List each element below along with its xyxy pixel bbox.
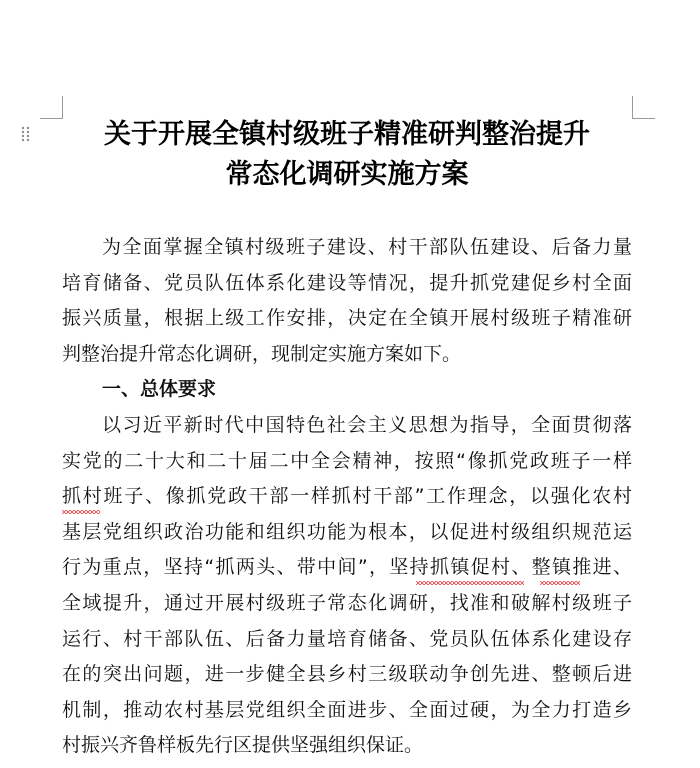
margin-corner-top-left: [40, 96, 63, 119]
paragraph-1-line-4: 判整治提升常态化调研，现制定实施方案如下。: [62, 343, 462, 365]
paragraph-1-line-3: 振兴质量，根据上级工作安排，决定在全镇开展村级班子精准研: [62, 307, 632, 329]
paragraph-2-line-10: 村振兴齐鲁样板先行区提供坚强组织保证。: [62, 734, 424, 756]
paragraph-drag-handle-icon[interactable]: [21, 126, 31, 142]
paragraph-1-line-1: 为全面掌握全镇村级班子建设、村干部队伍建设、后备力量: [102, 236, 632, 258]
paragraph-2-line-8: 在的突出问题，进一步健全县乡村三级联动争创先进、整顿后进: [62, 663, 632, 685]
paragraph-2-line-1: 以习近平新时代中国特色社会主义思想为指导，全面贯彻落: [102, 414, 632, 436]
spellcheck-underline: [62, 510, 100, 514]
section-heading: 一、总体要求: [102, 378, 217, 400]
spellcheck-underline: [416, 581, 524, 585]
paragraph-2-line-7: 运行、村干部队伍、后备力量培育储备、党员队伍体系化建设存: [62, 628, 632, 650]
document-title-line-1: 关于开展全镇村级班子精准研判整治提升: [104, 119, 590, 150]
paragraph-2-line-9: 机制，推动农村基层党组织全面进步、全面过硬，为全力打造乡: [62, 699, 632, 721]
paragraph-2-line-6: 全域提升，通过开展村级班子常态化调研，找准和破解村级班子: [62, 592, 632, 614]
paragraph-1-line-2: 培育储备、党员队伍体系化建设等情况，提升抓党建促乡村全面: [62, 272, 632, 294]
paragraph-2-line-5: 行为重点，坚持“抓两头、带中间”，坚持抓镇促村、整镇推进、: [62, 556, 632, 578]
document-title-line-2: 常态化调研实施方案: [225, 159, 469, 190]
paragraph-2-line-2: 实党的二十大和二十届二中全会精神，按照“像抓党政班子一样: [62, 450, 632, 472]
spellcheck-underline: [540, 581, 580, 585]
paragraph-2-line-4: 基层党组织政治功能和组织功能为根本，以促进村级组织规范运: [62, 521, 632, 543]
paragraph-2-line-3: 抓村班子、像抓党政干部一样抓村干部”工作理念，以强化农村: [62, 485, 632, 507]
margin-corner-top-right: [632, 96, 655, 119]
